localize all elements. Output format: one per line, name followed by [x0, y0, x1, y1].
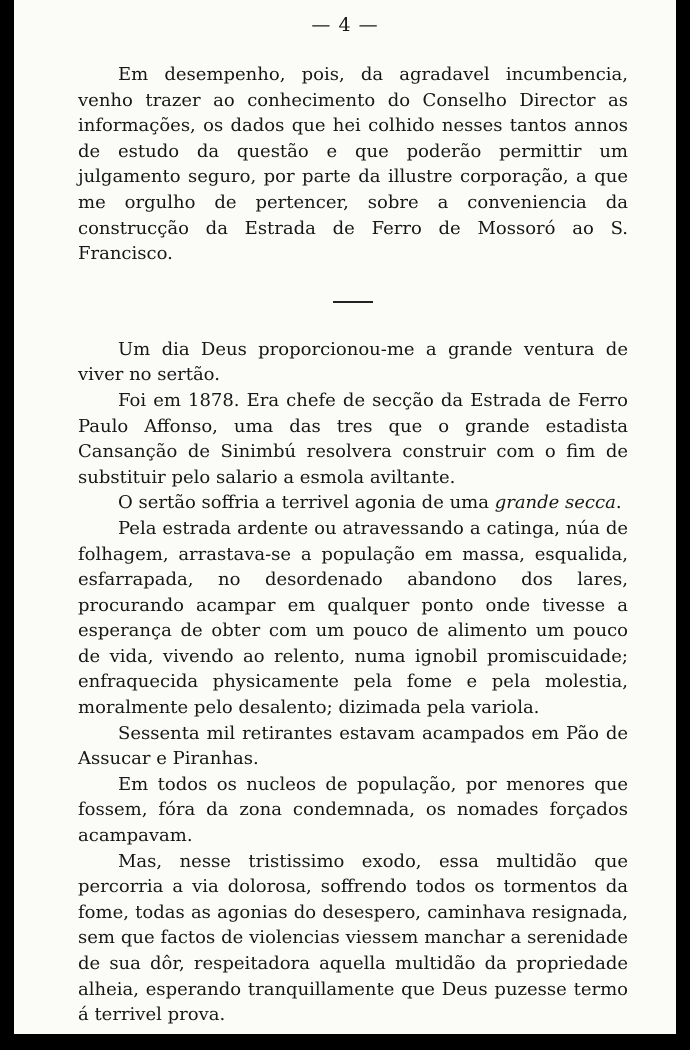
page-body	[78, 62, 628, 1028]
paragraph-intro: Em desempenho, pois, da agradavel incumbencia, venho trazer ao conhecimento do Conselho Director as informações, os dados que hei colhido nesses tantos annos de estudo da questão e que poderão permittir um julgamento seguro, por parte da illustre corporação, a que me orgulho de pertencer, sobre a conveniencia da construcção da Estrada de Ferro de Mossoró ao S. Francisco.	[78, 64, 628, 265]
paragraph-3	[78, 490, 628, 516]
paragraph-6: Em todos os nucleos de população, por menores que fossem, fóra da zona condemnada, os nomades forçados acampavam.	[78, 773, 628, 847]
paragraph-7: Mas, nesse tristissimo exodo, essa multidão que percorria a via dolorosa, soffrendo todos os tormentos da fome, todas as agonias do desespero, caminhava resignada, sem que factos de violencias viessem manchar a serenidade de sua dôr, respeitadora aquella multidão da propriedade alheia, esperando tranquillamente que Deus puzesse termo á terrivel prova.	[78, 850, 628, 1026]
paragraph-2: Foi em 1878. Era chefe de secção da Estrada de Ferro Paulo Affonso, uma das tres que o grande estadista Cansanção de Sinimbú resolvera construir com o fim de substituir pelo salario a esmola aviltante.	[78, 389, 628, 488]
page-number: — 4 —	[311, 14, 379, 36]
book-page	[14, 0, 676, 1034]
paragraph-5: Sessenta mil retirantes estavam acampados em Pão de Assucar e Piranhas.	[78, 722, 628, 770]
paragraph-1: Um dia Deus proporcionou-me a grande ventura de viver no sertão.	[78, 338, 628, 386]
paragraph-4: Pela estrada ardente ou atravessando a catinga, núa de folhagem, arrastava-se a população em massa, esqualida, esfarrapada, no desordenado abandono dos lares, procurando acampar em qualquer ponto onde tivesse a esperança de obter com um pouco de alimento um pouco de vida, vivendo ao relento, numa ignobil promiscuidade; enfraquecida physicamente pela fome e pela molestia, moralmente pelo desalento; dizimada pela variola.	[78, 517, 628, 719]
section-separator	[333, 301, 373, 303]
paragraph-3-start: O sertão soffria a terrivel agonia de uma	[118, 492, 495, 514]
paragraph-3-italic: grande secca	[494, 492, 616, 514]
paragraph-3-end: .	[615, 492, 622, 514]
